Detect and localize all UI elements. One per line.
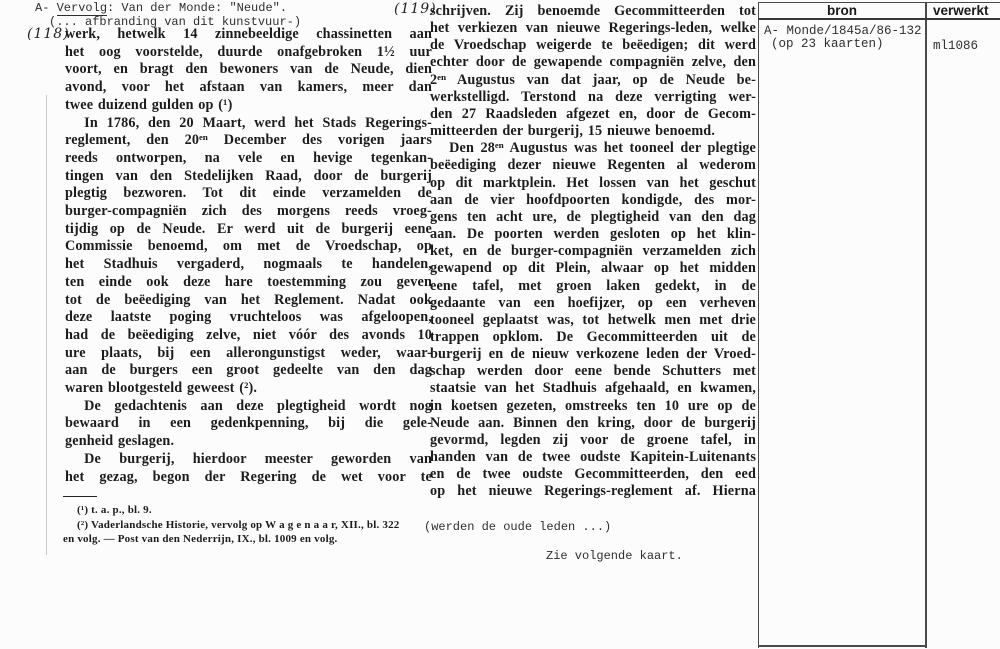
print-line: echter door de gewapende compagniën zelve, den <box>430 54 756 71</box>
print-line: werk, hetwelk 14 zinnebeeldige chassinetten aan <box>65 26 432 42</box>
source-table <box>758 2 1000 648</box>
print-line: reglement, den 20ᵉⁿ December des vorigen jaars <box>65 132 432 149</box>
print-line: staatsie van het Stadhuis afgehaald, en kwamen, <box>430 380 756 397</box>
footnotes <box>63 503 435 547</box>
footnote-line: (¹) t. a. p., bl. 9. <box>77 504 152 516</box>
print-line: het Stadhuis vergaderd, nogmaals te handelen, <box>65 256 432 273</box>
print-line: gedaante van een hoefijzer, op een verheven <box>430 294 756 311</box>
typed-continuation-note: (... afbranding van dit kunstvuur-) <box>49 15 302 29</box>
print-line: gens ten acht ure, de plegtigheid van den dag <box>430 208 756 225</box>
print-line: ket, en de burger-compagniën verzamelden zich <box>430 243 756 260</box>
print-line: gevormd, legden zij voor de groene tafel, in <box>430 431 756 448</box>
print-line: het verkiezen van nieuwe Regerings-leden, welke <box>430 20 756 37</box>
print-line: tooneel geplaatst was, tot hetwelk men met drie <box>430 311 756 328</box>
bron-value-line1: A- Monde/1845a/86-132 <box>764 24 922 38</box>
print-line: ure plaats, bij een allerongunstigst weder, waar- <box>65 344 432 361</box>
print-line: reeds ontworpen, na vele en hevige tegenkan- <box>65 149 432 166</box>
print-line: gewapend op dit Plein, alwaar op het midden <box>430 260 756 277</box>
print-line: waren blootgesteld geweest (²). <box>65 380 258 397</box>
print-line: schrijven. Zij benoemde Gecommitteerden tot <box>430 3 756 19</box>
print-line: het oog voorstelde, duurde onafgebroken 1½ uur <box>65 43 432 60</box>
print-line: aan de vier hoofdpoorten kondigde, des mor- <box>430 191 756 208</box>
print-line: Neude aan. Binnen den kring, door de burgerij <box>430 414 756 431</box>
print-line: De burgerij, hierdoor meester geworden van <box>84 450 432 467</box>
left-column <box>65 26 432 486</box>
print-line: Commissie benoemd, om met de Vroedschap, op <box>65 238 432 255</box>
table-header-bron: bron <box>827 3 857 18</box>
typed-header-suffix: : Van der Monde: "Neude". <box>107 1 288 15</box>
print-line: trappen opklom. De Gecommitteerden uit de <box>430 328 756 345</box>
print-line: op het nieuwe Regerings-reglement af. Hierna <box>430 483 756 500</box>
print-line: en de twee oudste Gecommitteerden, den eed <box>430 466 756 483</box>
print-line: burger-compagniën zich des morgens reeds vroeg- <box>65 203 432 220</box>
print-line: tingen van den Stedelijken Raad, door de burgerij <box>65 167 432 184</box>
footnote-line: (²) Vaderlandsche Historie, vervolg op W a g e n a a r, XII., bl. 322 <box>77 518 400 531</box>
table-header-separator <box>759 18 1000 20</box>
page-edge-scan-line <box>46 95 47 555</box>
print-line: schap werden door eene bende Schutters met <box>430 363 756 380</box>
print-line: genheid geslagen. <box>65 433 175 450</box>
typed-header-prefix: A- <box>35 1 57 15</box>
print-line: plegtig bezworen. Tot dit einde verzamelden de <box>65 185 432 202</box>
print-line: bewaard in een gedenkpenning, bij die gele- <box>65 415 432 432</box>
print-line: handen van de twee oudste Kapitein-Luitenants <box>430 449 756 466</box>
print-line: in koetsen gezeten, omstreeks ten 10 ure op de <box>430 397 756 414</box>
print-line: tijdig op de Neude. Er werd uit de burgerij eene <box>65 220 432 237</box>
print-line: had de beëediging zelve, niet vóór des avonds 10 <box>65 326 432 343</box>
print-line: twee duizend gulden op (¹) <box>65 96 233 113</box>
print-line: beëediging dezer nieuwe Regenten al wederom <box>430 157 756 174</box>
typed-closing-note: (werden de oude leden ...) <box>424 520 612 534</box>
print-line: de Vroedschap weigerde te beëedigen; dit werd <box>430 37 756 54</box>
typed-see-next-card: Zie volgende kaart. <box>546 549 683 563</box>
right-column <box>430 3 756 501</box>
verwerkt-value: ml1086 <box>933 39 979 53</box>
print-line: deze laatste poging vruchteloos was afgeloopen, <box>65 309 432 326</box>
footnote-rule <box>63 496 97 497</box>
print-line: aan de burgers een groot gedeelte van den dag <box>65 362 432 379</box>
page-number-marker-right: (119) <box>394 1 437 17</box>
print-line: 2ᵉⁿ Augustus van dat jaar, op de Neude be- <box>430 71 756 88</box>
print-line: eene tafel, met groen laken gedekt, in de <box>430 277 756 294</box>
footnote-line: en volg. — Post van den Nederrijn, IX., bl. 1009 en volg. <box>63 533 338 546</box>
print-line: ten einde ook deze hare toestemming zou geven <box>65 273 432 290</box>
print-line: het gezag, begon der Regering de wet voor te <box>65 468 432 485</box>
print-line: tot de beëediging van het Reglement. Nadat ook <box>65 291 432 308</box>
print-line: mitteerden der burgerij, 15 nieuwe benoemd. <box>430 123 716 140</box>
bron-value-line2: (op 23 kaarten) <box>771 37 884 51</box>
print-line: De gedachtenis aan deze plegtigheid wordt nog <box>84 397 432 414</box>
print-line: werkstelligd. Terstond na deze verrigting wer- <box>430 88 756 105</box>
print-line: aan. De poorten werden gesloten op het klin- <box>430 226 756 243</box>
typed-header-underlined: Vervolg <box>56 1 108 15</box>
table-header-verwerkt: verwerkt <box>933 3 989 18</box>
print-line: avond, voor het afstaan van kamers, meer dan <box>65 79 432 96</box>
print-line: op dit marktplein. Het lossen van het geschut <box>430 174 756 191</box>
print-line: In 1786, den 20 Maart, werd het Stads Regerings- <box>84 114 432 131</box>
page-number-marker-left: (118) <box>27 26 70 42</box>
typed-source-reference <box>35 1 287 15</box>
table-bottom-border <box>759 645 925 647</box>
table-column-divider <box>925 3 927 648</box>
print-line: Den 28ᵉⁿ Augustus was het tooneel der plegtige <box>449 140 756 157</box>
print-line: den 27 Raadsleden afgezet en, door de Gecom- <box>430 105 756 122</box>
print-line: voort, en bragt den bewoners van de Neude, dien <box>65 61 432 78</box>
print-line: burgerij en de nieuw verkozene leden der Vroed- <box>430 346 756 363</box>
